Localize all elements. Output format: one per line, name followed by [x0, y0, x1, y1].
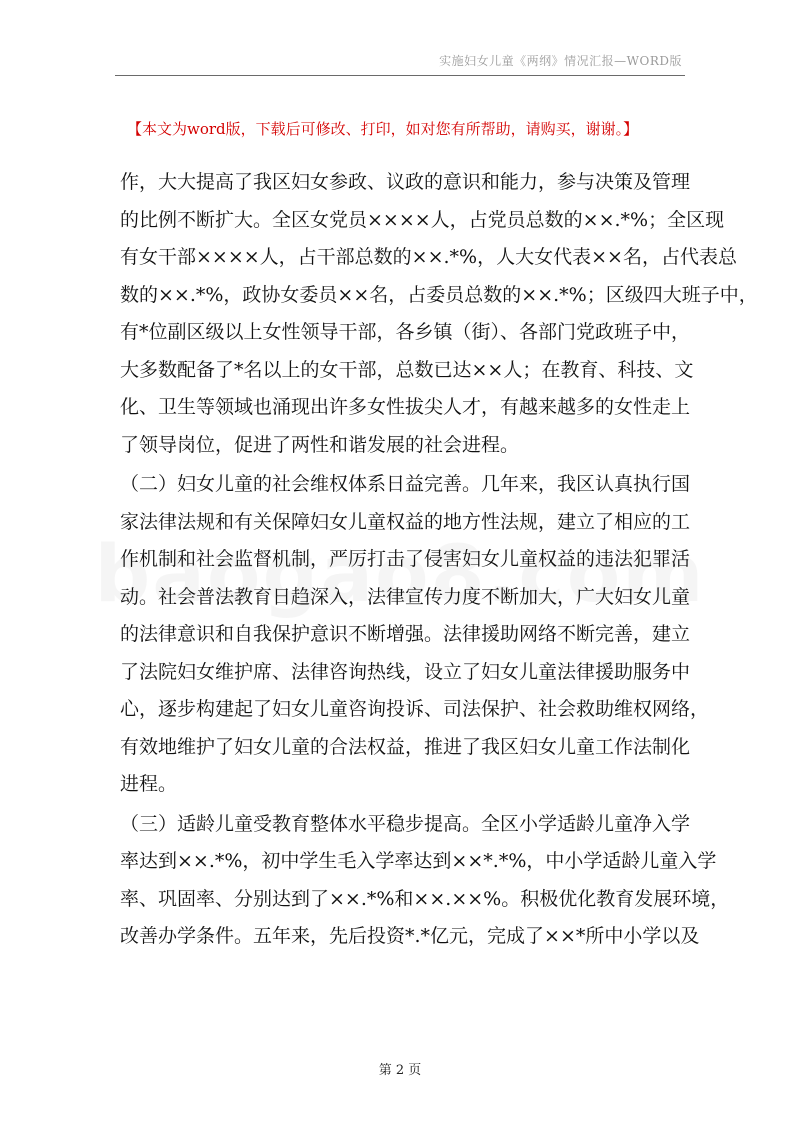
text-line: 化、卫生等领域也涌现出许多女性拔尖人才，有越来越多的女性走上 — [120, 396, 691, 418]
text-line: 率、巩固率、分别达到了××.*%和××.××%。积极优化教育发展环境， — [120, 887, 730, 910]
running-header-title: 实施妇女儿童《两纲》情况汇报—WORD版 — [439, 54, 682, 68]
text-line: 率达到××.*%，初中学生毛入学率达到××*.*%，中小学适龄儿童入学 — [120, 850, 717, 872]
text-line: 了法院妇女维护席、法律咨询热线，设立了妇女儿童法律援助服务中 — [120, 660, 691, 683]
purchase-notice: 【本文为word版，下载后可修改、打印，如对您有所帮助，请购买，谢谢。】 — [127, 120, 639, 138]
header-divider — [115, 75, 685, 76]
text-line: 数的××.*%，政协女委员××名，占委员总数的××.*%；区级四大班子中， — [120, 283, 758, 306]
text-line: 有女干部××××人，占干部总数的××.*%，人大女代表××名，占代表总 — [120, 246, 737, 268]
text-line: 了领导岗位，促进了两性和谐发展的社会进程。 — [120, 433, 520, 456]
document-body — [120, 164, 758, 958]
text-line: 作机制和社会监督机制，严厉打击了侵害妇女儿童权益的违法犯罪活 — [120, 548, 691, 570]
text-line: 改善办学条件。五年来，先后投资*.*亿元，完成了××*所中小学以及 — [120, 925, 700, 947]
text-line: 家法律法规和有关保障妇女儿童权益的地方性法规，建立了相应的工 — [120, 510, 691, 533]
text-line: （二）妇女儿童的社会维权体系日益完善。几年来，我区认真执行国 — [120, 473, 691, 495]
text-line: 心，逐步构建起了妇女儿童咨询投诉、司法保护、社会救助维权网络， — [120, 698, 710, 720]
text-line: 的比例不断扩大。全区女党员××××人，占党员总数的××.*%；全区现 — [120, 208, 725, 231]
text-line: 的法律意识和自我保护意识不断增强。法律援助网络不断完善，建立 — [120, 623, 691, 645]
text-line: 动。社会普法教育日趋深入，法律宣传力度不断加大，广大妇女儿童 — [120, 585, 691, 608]
paragraph-rights-protection — [120, 466, 710, 804]
page-number: 第 2 页 — [378, 1063, 422, 1078]
text-line: 大多数配备了*名以上的女干部，总数已达××人；在教育、科技、文 — [120, 358, 694, 381]
text-line: （三）适龄儿童受教育整体水平稳步提高。全区小学适龄儿童净入学 — [120, 812, 691, 835]
text-line: 进程。 — [120, 773, 178, 795]
paragraph-education — [120, 806, 730, 956]
paragraph-women-participation — [120, 164, 758, 464]
text-line: 有*位副区级以上女性领导干部，各乡镇（街）、各部门党政班子中， — [120, 321, 691, 343]
text-line: 有效地维护了妇女儿童的合法权益，推进了我区妇女儿童工作法制化 — [120, 735, 691, 758]
text-line: 作，大大提高了我区妇女参政、议政的意识和能力，参与决策及管理 — [120, 171, 691, 193]
